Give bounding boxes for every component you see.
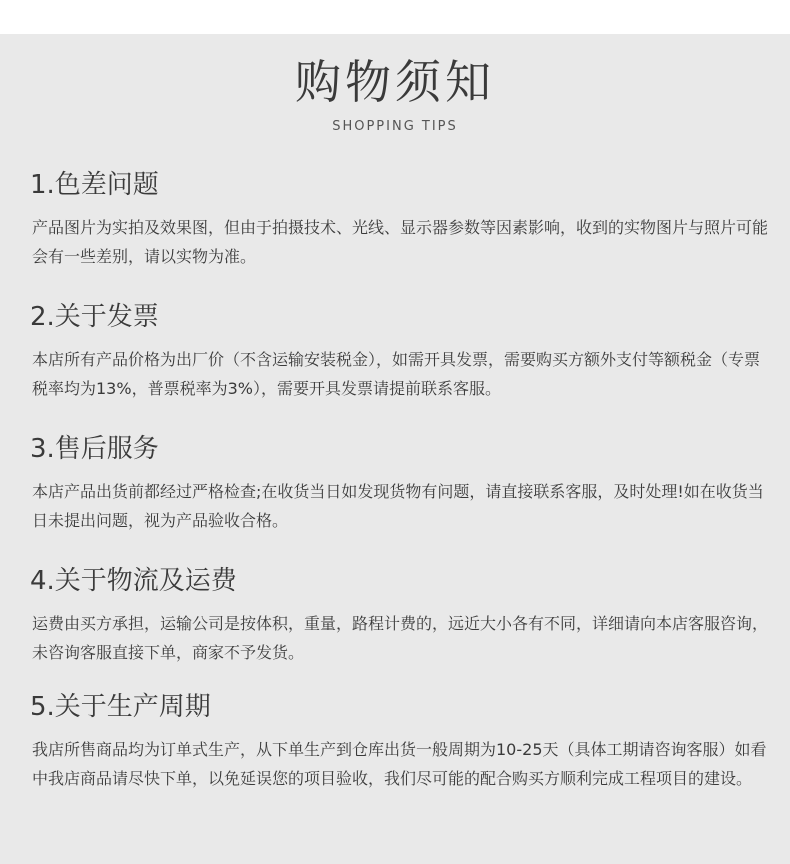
section-heading: 1.色差问题 [30,170,159,200]
section-production-cycle [30,689,775,793]
page-subtitle: SHOPPING TIPS [332,119,458,134]
section-body: 本店产品出货前都经过严格检查;在收货当日如发现货物有问题，请直接联系客服，及时处理!如在收货当日未提出问题，视为产品验收合格。 [32,482,764,530]
section-invoice [30,299,775,403]
section-body: 产品图片为实拍及效果图，但由于拍摄技术、光线、显示器参数等因素影响，收到的实物图片与照片可能会有一些差别，请以实物为准。 [32,218,769,266]
section-heading: 5.关于生产周期 [30,692,211,722]
section-body: 运费由买方承担，运输公司是按体积，重量，路程计费的，远近大小各有不同，详细请向本店客服咨询，未咨询客服直接下单，商家不予发货。 [32,614,769,662]
section-heading: 3.售后服务 [30,434,159,464]
section-heading: 4.关于物流及运费 [30,566,237,596]
section-after-sales [30,431,775,535]
section-color-difference [30,167,775,271]
section-logistics [30,563,775,667]
section-body: 我店所售商品均为订单式生产，从下单生产到仓库出货一般周期为10-25天（具体工期请咨询客服）如看中我店商品请尽快下单，以免延误您的项目验收，我们尽可能的配合购买方顺利完成工程项目的建设。 [32,740,767,788]
page-title: 购物须知 [295,55,495,109]
top-white-band [0,0,790,34]
section-body: 本店所有产品价格为出厂价（不含运输安装税金），如需开具发票，需要购买方额外支付等额税金（专票税率均为13%，普票税率为3%），需要开具发票请提前联系客服。 [32,350,761,398]
section-heading: 2.关于发票 [30,302,159,332]
